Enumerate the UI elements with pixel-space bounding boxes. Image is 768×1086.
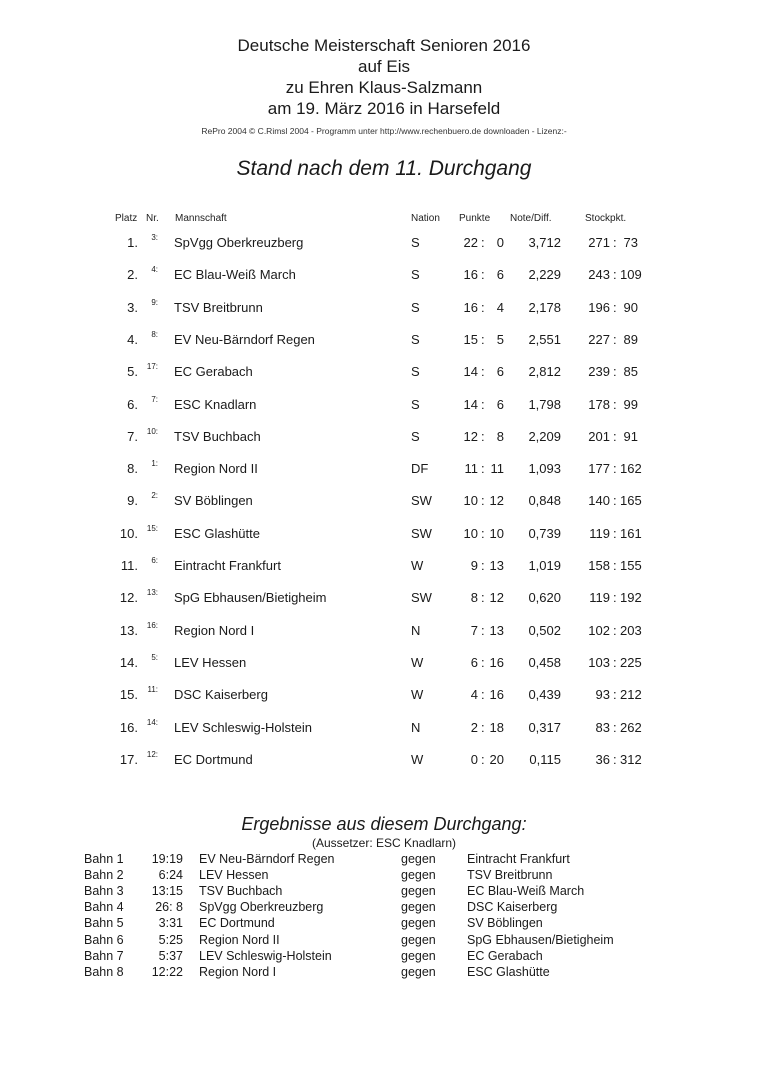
note: 1,019	[528, 558, 561, 573]
note: 2,812	[528, 364, 561, 380]
standings-heading: Stand nach dem 11. Durchgang	[236, 157, 532, 180]
punkte-colon: :	[481, 396, 485, 412]
away-team: ESC Glashütte	[467, 964, 550, 979]
score: 19:19	[151, 852, 183, 866]
bahn: Bahn 2	[84, 868, 124, 883]
punkte-plus: 11	[464, 461, 478, 477]
stock-plus: 158	[588, 558, 610, 573]
stock-minus: 161	[620, 525, 642, 541]
stock-plus: 103	[588, 654, 610, 670]
stock-colon: :	[613, 461, 617, 477]
punkte-colon: :	[481, 267, 485, 283]
nr: 14:	[146, 717, 158, 727]
note: 1,093	[528, 461, 561, 477]
stock-plus: 239	[588, 364, 610, 380]
table-row	[0, 426, 768, 455]
stock-colon: :	[613, 558, 617, 573]
nation: W	[411, 558, 424, 573]
gegen: gegen	[401, 900, 436, 915]
note: 3,712	[528, 235, 561, 250]
bahn: Bahn 3	[84, 884, 124, 899]
nr: 5:	[151, 652, 158, 662]
platz: 8.	[127, 461, 138, 477]
note: 0,502	[528, 622, 561, 638]
nr: 4:	[151, 265, 158, 275]
list-item	[0, 884, 768, 900]
note: 2,178	[528, 299, 561, 315]
punkte-plus: 10	[463, 525, 478, 541]
stock-colon: :	[613, 687, 617, 703]
stock-colon: :	[613, 622, 617, 638]
punkte-minus: 6	[496, 364, 504, 380]
home-team: EC Dortmund	[199, 916, 275, 931]
table-row	[0, 717, 768, 746]
table-row	[0, 329, 768, 358]
punkte-colon: :	[481, 461, 485, 477]
bahn: Bahn 1	[84, 852, 124, 866]
col-nation: Nation	[411, 213, 440, 224]
nation: S	[411, 428, 420, 444]
home-team: Region Nord I	[199, 964, 277, 979]
stock-minus: 312	[620, 751, 642, 767]
nr: 10:	[146, 426, 158, 436]
stock-colon: :	[613, 299, 617, 315]
stock-colon: :	[613, 428, 617, 444]
nation: SW	[411, 590, 432, 606]
stock-plus: 93	[595, 687, 610, 703]
table-row	[0, 493, 768, 519]
home-team: LEV Schleswig-Holstein	[199, 948, 332, 963]
team: SpG Ebhausen/Bietigheim	[174, 590, 327, 606]
stock-plus: 36	[595, 751, 610, 767]
platz: 15.	[119, 687, 138, 703]
score: 5:37	[158, 948, 183, 963]
stock-colon: :	[613, 751, 617, 767]
team: TSV Buchbach	[174, 428, 261, 444]
gegen: gegen	[401, 964, 436, 979]
stock-plus: 243	[588, 267, 610, 283]
punkte-plus: 15	[463, 331, 478, 347]
stock-plus: 271	[588, 235, 610, 250]
stock-plus: 177	[588, 461, 610, 477]
note: 0,115	[529, 751, 561, 767]
platz: 13.	[119, 622, 138, 638]
gegen: gegen	[401, 948, 436, 963]
punkte-colon: :	[481, 525, 485, 541]
program-credit: RePro 2004 © C.Rimsl 2004 - Programm unter http://www.rechenbuero.de downloaden - Lizenz:-	[201, 126, 567, 136]
note: 0,458	[528, 654, 561, 670]
table-row	[0, 461, 768, 487]
title-line-1: Deutsche Meisterschaft Senioren 2016	[237, 36, 531, 55]
away-team: SpG Ebhausen/Bietigheim	[467, 932, 614, 947]
punkte-plus: 10	[463, 493, 478, 509]
gegen: gegen	[401, 932, 436, 947]
stock-plus: 196	[588, 299, 610, 315]
punkte-colon: :	[481, 558, 485, 573]
stock-minus: 203	[620, 622, 642, 638]
stock-minus: 192	[620, 590, 642, 606]
bahn: Bahn 4	[84, 900, 124, 915]
stock-minus: 162	[620, 461, 642, 477]
home-team: EV Neu-Bärndorf Regen	[199, 852, 335, 866]
nation: N	[411, 719, 421, 735]
nation: S	[411, 299, 420, 315]
stock-colon: :	[613, 235, 617, 250]
stock-colon: :	[613, 493, 617, 509]
note: 1,798	[528, 396, 561, 412]
team: SV Böblingen	[174, 493, 253, 509]
team: TSV Breitbrunn	[174, 299, 263, 315]
punkte-plus: 9	[470, 558, 478, 573]
stock-minus: 155	[620, 558, 642, 573]
gegen: gegen	[401, 884, 436, 899]
platz: 2.	[127, 267, 138, 283]
punkte-minus: 13	[489, 622, 504, 638]
team: EC Blau-Weiß March	[174, 267, 296, 283]
stock-minus: 90	[623, 299, 638, 315]
nation: S	[411, 331, 420, 347]
stock-colon: :	[613, 396, 617, 412]
table-row	[0, 235, 768, 261]
punkte-plus: 16	[463, 267, 478, 283]
team: EV Neu-Bärndorf Regen	[174, 331, 315, 347]
gegen: gegen	[401, 868, 436, 883]
punkte-minus: 12	[489, 493, 504, 509]
stock-minus: 225	[620, 654, 642, 670]
score: 5:25	[158, 932, 183, 947]
note: 0,439	[528, 687, 561, 703]
platz: 11.	[120, 558, 138, 573]
team: LEV Hessen	[174, 654, 247, 670]
note: 0,317	[528, 719, 561, 735]
nation: S	[411, 396, 420, 412]
punkte-minus: 0	[496, 235, 504, 250]
stock-colon: :	[613, 719, 617, 735]
platz: 3.	[127, 299, 138, 315]
punkte-minus: 5	[496, 331, 504, 347]
punkte-plus: 14	[463, 364, 478, 380]
table-row	[0, 749, 768, 778]
nr: 13:	[146, 588, 158, 598]
punkte-minus: 16	[489, 687, 504, 703]
team: ESC Knadlarn	[174, 396, 257, 412]
punkte-plus: 0	[470, 751, 478, 767]
punkte-minus: 13	[489, 558, 504, 573]
punkte-plus: 6	[470, 654, 478, 670]
nation: W	[411, 751, 424, 767]
stock-minus: 89	[623, 331, 638, 347]
stock-colon: :	[613, 267, 617, 283]
stock-plus: 119	[589, 590, 610, 606]
team: Region Nord II	[174, 461, 258, 477]
punkte-minus: 11	[490, 461, 504, 477]
score: 12:22	[151, 964, 183, 979]
nr: 2:	[151, 491, 158, 501]
home-team: SpVgg Oberkreuzberg	[199, 900, 324, 915]
punkte-colon: :	[481, 622, 485, 638]
bahn: Bahn 8	[84, 964, 124, 979]
list-item	[0, 916, 768, 932]
stock-minus: 99	[623, 396, 638, 412]
home-team: Region Nord II	[199, 932, 280, 947]
platz: 7.	[127, 428, 138, 444]
nr: 7:	[151, 394, 158, 404]
col-mannschaft: Mannschaft	[175, 213, 227, 224]
score: 6:24	[158, 868, 183, 883]
away-team: EC Gerabach	[467, 948, 543, 963]
punkte-plus: 14	[463, 396, 478, 412]
platz: 1.	[127, 235, 138, 250]
punkte-colon: :	[481, 299, 485, 315]
nr: 16:	[146, 620, 158, 630]
title-line-4: am 19. März 2016 in Harsefeld	[267, 99, 501, 118]
nation: W	[411, 654, 424, 670]
punkte-colon: :	[481, 428, 485, 444]
bahn: Bahn 6	[84, 932, 124, 947]
punkte-plus: 8	[470, 590, 478, 606]
punkte-minus: 6	[496, 267, 504, 283]
punkte-colon: :	[481, 590, 485, 606]
col-platz: Platz	[115, 213, 138, 224]
stock-colon: :	[613, 654, 617, 670]
stock-colon: :	[613, 364, 617, 380]
team: SpVgg Oberkreuzberg	[174, 235, 304, 250]
home-team: LEV Hessen	[199, 868, 269, 883]
platz: 6.	[127, 396, 138, 412]
stock-plus: 201	[588, 428, 610, 444]
punkte-colon: :	[481, 751, 485, 767]
platz: 10.	[119, 525, 138, 541]
table-row	[0, 652, 768, 681]
nr: 15:	[146, 523, 158, 533]
note: 0,848	[528, 493, 561, 509]
list-item	[0, 965, 768, 981]
stock-minus: 165	[620, 493, 642, 509]
nr: 12:	[146, 749, 158, 759]
punkte-plus: 2	[470, 719, 478, 735]
punkte-colon: :	[481, 364, 485, 380]
platz: 5.	[127, 364, 138, 380]
nation: S	[411, 267, 420, 283]
punkte-colon: :	[481, 493, 485, 509]
col-nr: Nr.	[146, 213, 159, 224]
stock-plus: 178	[588, 396, 610, 412]
nation: N	[411, 622, 421, 638]
table-row	[0, 687, 768, 713]
home-team: TSV Buchbach	[199, 884, 283, 899]
platz: 16.	[119, 719, 138, 735]
punkte-colon: :	[481, 331, 485, 347]
stock-minus: 85	[623, 364, 638, 380]
table-row	[0, 364, 768, 390]
title-line-2: auf Eis	[358, 57, 410, 76]
stock-minus: 262	[620, 719, 642, 735]
team: EC Dortmund	[174, 751, 253, 767]
team: DSC Kaiserberg	[174, 687, 268, 703]
punkte-minus: 8	[496, 428, 504, 444]
col-punkte: Punkte	[459, 213, 491, 224]
nr: 11:	[147, 685, 158, 695]
team: ESC Glashütte	[174, 525, 260, 541]
team: Eintracht Frankfurt	[174, 558, 281, 573]
bahn: Bahn 7	[84, 948, 124, 963]
stock-colon: :	[613, 331, 617, 347]
list-item	[0, 852, 768, 868]
away-team: DSC Kaiserberg	[467, 900, 558, 915]
punkte-plus: 4	[470, 687, 478, 703]
nation: S	[411, 235, 420, 250]
platz: 9.	[127, 493, 138, 509]
note: 2,551	[528, 331, 561, 347]
punkte-minus: 4	[496, 299, 504, 315]
list-item	[0, 900, 768, 916]
nation: S	[411, 364, 420, 380]
platz: 14.	[119, 654, 138, 670]
away-team: TSV Breitbrunn	[467, 868, 553, 883]
stock-plus: 102	[588, 622, 610, 638]
punkte-minus: 6	[496, 396, 504, 412]
gegen: gegen	[401, 852, 436, 866]
list-item	[0, 949, 768, 965]
score: 13:15	[151, 884, 183, 899]
note: 2,229	[528, 267, 561, 283]
team: Region Nord I	[174, 622, 255, 638]
platz: 4.	[127, 331, 138, 347]
platz: 12.	[119, 590, 138, 606]
table-row	[0, 297, 768, 326]
team: EC Gerabach	[174, 364, 253, 380]
nr: 6:	[151, 556, 158, 565]
nation: DF	[411, 461, 429, 477]
stock-minus: 109	[620, 267, 642, 283]
list-item	[0, 933, 768, 949]
punkte-colon: :	[481, 719, 485, 735]
table-row	[0, 590, 768, 616]
col-stock: Stockpkt.	[585, 213, 627, 224]
punkte-minus: 20	[489, 751, 504, 767]
away-team: EC Blau-Weiß March	[467, 884, 585, 899]
stock-minus: 73	[623, 235, 638, 250]
stock-minus: 212	[620, 687, 642, 703]
col-note: Note/Diff.	[510, 213, 552, 224]
away-team: SV Böblingen	[467, 916, 543, 931]
title-line-3: zu Ehren Klaus-Salzmann	[285, 78, 483, 97]
nation: SW	[411, 493, 432, 509]
stock-colon: :	[613, 525, 617, 541]
list-item	[0, 868, 768, 884]
punkte-plus: 12	[463, 428, 478, 444]
stock-plus: 227	[588, 331, 610, 347]
note: 0,739	[528, 525, 561, 541]
punkte-plus: 16	[463, 299, 478, 315]
punkte-minus: 10	[489, 525, 504, 541]
table-row	[0, 523, 768, 552]
score: 26: 8	[155, 900, 183, 915]
nr: 3:	[151, 233, 158, 242]
table-row	[0, 558, 768, 584]
table-row	[0, 267, 768, 293]
punkte-minus: 12	[489, 590, 504, 606]
stock-plus: 140	[588, 493, 610, 509]
bahn: Bahn 5	[84, 916, 124, 931]
nr: 9:	[151, 297, 158, 307]
nr: 17:	[146, 362, 158, 372]
stock-colon: :	[613, 590, 617, 606]
note: 0,620	[528, 590, 561, 606]
results-heading: Ergebnisse aus diesem Durchgang:	[241, 814, 527, 834]
punkte-plus: 7	[470, 622, 478, 638]
punkte-colon: :	[481, 235, 485, 250]
punkte-colon: :	[481, 687, 485, 703]
stock-minus: 91	[623, 428, 638, 444]
table-row	[0, 620, 768, 649]
punkte-minus: 18	[489, 719, 504, 735]
team: LEV Schleswig-Holstein	[174, 719, 313, 735]
nr: 1:	[151, 459, 158, 469]
nation: W	[411, 687, 424, 703]
stock-plus: 83	[595, 719, 610, 735]
nation: SW	[411, 525, 432, 541]
nr: 8:	[151, 329, 158, 339]
punkte-plus: 22	[463, 235, 478, 250]
punkte-minus: 16	[489, 654, 504, 670]
platz: 17.	[119, 751, 138, 767]
score: 3:31	[158, 916, 183, 931]
aussetzer-note: (Aussetzer: ESC Knadlarn)	[311, 836, 457, 850]
gegen: gegen	[401, 916, 436, 931]
table-row	[0, 394, 768, 423]
stock-plus: 119	[589, 525, 610, 541]
away-team: Eintracht Frankfurt	[467, 852, 570, 866]
note: 2,209	[528, 428, 561, 444]
punkte-colon: :	[481, 654, 485, 670]
